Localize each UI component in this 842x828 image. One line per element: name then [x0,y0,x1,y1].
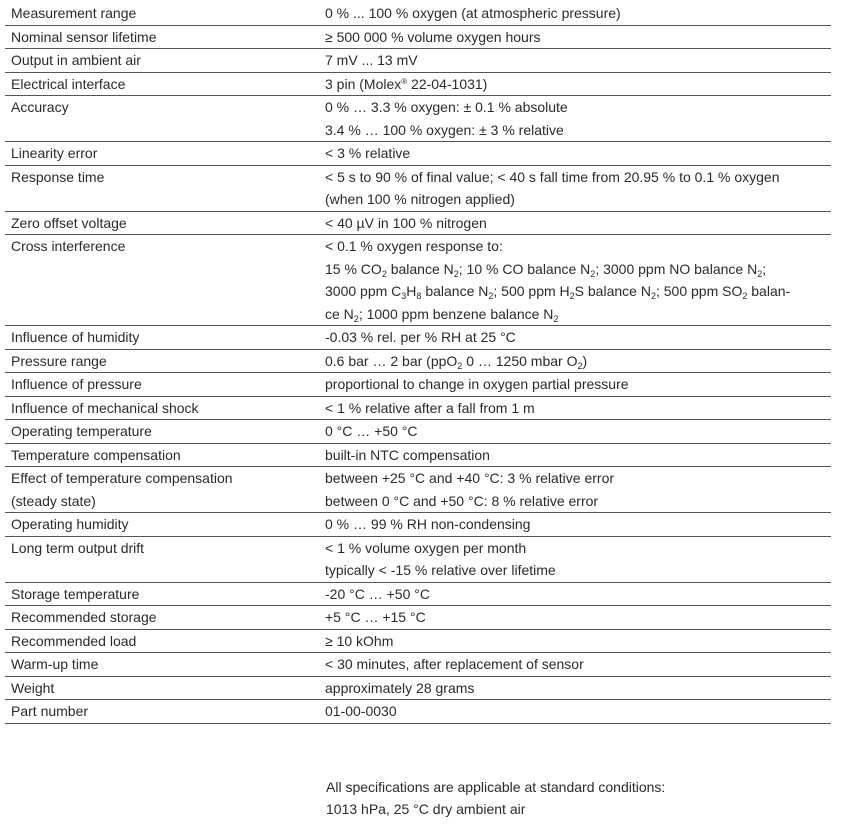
spec-value-line: 0 % ... 100 % oxygen (at atmospheric pressure) [325,5,621,21]
spec-label-line: Cross interference [11,238,126,254]
spec-row [5,166,831,212]
spec-row [5,583,831,607]
spec-label-line: Electrical interface [11,75,126,92]
spec-value-line: proportional to change in oxygen partial pressure [325,376,629,392]
spec-row [5,96,831,142]
spec-label [5,142,325,165]
spec-label [5,73,325,96]
spec-value-line: approximately 28 grams [325,679,475,696]
spec-label-line: Zero offset voltage [11,214,127,231]
spec-value [325,420,831,443]
spec-value [325,73,831,96]
spec-label [5,212,325,235]
spec-label [5,49,325,72]
spec-value-line: 0 % … 3.3 % oxygen: ± 0.1 % absolute [325,99,568,115]
spec-label-line: Effect of temperature compensation [11,470,233,486]
spec-label [5,96,325,141]
spec-value-line: between +25 °C and +40 °C: 3 % relative error [325,470,615,486]
spec-value-line: 15 % $CO_2$ balance $N_2$; 10 % CO balance $N_2$; 3000 ppm NO balance $N_2$; [325,260,767,279]
spec-value [325,212,831,235]
spec-row [5,700,831,724]
spec-label-line [11,188,325,211]
spec-row [5,537,831,583]
spec-value [325,350,831,373]
spec-row [5,467,831,513]
spec-label-line: (steady state) [11,492,96,509]
spec-label-line: Accuracy [11,99,69,115]
spec-label-line: Measurement range [11,5,137,21]
spec-value-line: 3.4 % … 100 % oxygen: ± 3 % relative [325,121,564,138]
spec-label-line: Operating temperature [11,423,152,439]
spec-label-line: Influence of pressure [11,376,142,392]
spec-row [5,142,831,166]
footnote [326,776,665,820]
spec-value [325,326,831,349]
spec-row [5,373,831,397]
spec-label-line: Temperature compensation [11,446,181,463]
spec-label-line: Pressure range [11,352,107,369]
spec-label-line [11,258,325,281]
spec-label-line [11,119,325,142]
spec-label-line: Recommended load [11,632,137,649]
spec-value-line: 0 % … 99 % RH non-condensing [325,516,531,532]
spec-value [325,537,831,582]
spec-label [5,373,325,396]
spec-value [325,166,831,211]
spec-value-line: 0.6 bar … 2 bar (ppO$_2$ 0 … 1250 mbar $O_2$) [325,352,588,371]
spec-row [5,397,831,421]
spec-label-line: Storage temperature [11,585,140,602]
spec-value-line: -0.03 % rel. per % RH at 25 °C [325,329,516,345]
spec-value [325,677,831,700]
spec-value-line: (when 100 % nitrogen applied) [325,191,515,207]
spec-table [5,2,831,724]
spec-row [5,212,831,236]
spec-value-line: ce $N_2$; 1000 ppm benzene balance $N_2$ [325,305,559,324]
footnote-line-2: 1013 hPa, 25 °C dry ambient air [326,801,526,817]
spec-value [325,513,831,536]
spec-label-line: Long term output drift [11,539,145,556]
spec-label-line: Response time [11,168,105,185]
spec-value-line: +5 °C … +15 °C [325,609,426,625]
spec-value-line: 01-00-0030 [325,703,397,719]
spec-row [5,677,831,701]
spec-row [5,73,831,97]
spec-row [5,49,831,73]
spec-value [325,49,831,72]
spec-row [5,326,831,350]
spec-label-line: Nominal sensor lifetime [11,28,157,45]
spec-label-line [11,303,325,326]
spec-label [5,606,325,629]
spec-value-line: ≥ 10 kOhm [325,632,394,649]
spec-label [5,350,325,373]
spec-value-line: typically < -15 % relative over lifetime [325,562,556,578]
spec-value-line: 7 mV ... 13 mV [325,52,418,68]
spec-value-line: < 5 s to 90 % of final value; < 40 s fall time from 20.95 % to 0.1 % oxygen [325,168,780,185]
spec-label [5,677,325,700]
spec-label-line: Operating humidity [11,516,129,532]
spec-label [5,326,325,349]
spec-value [325,96,831,141]
spec-value-line: < 1 % relative after a fall from 1 m [325,399,535,416]
spec-value [325,397,831,420]
spec-value-line: 3 pin (Molex® 22-04-1031) [325,75,488,92]
spec-row [5,26,831,50]
spec-value [325,700,831,723]
spec-label-line: Linearity error [11,145,98,161]
spec-row [5,513,831,537]
spec-value [325,373,831,396]
spec-value [325,142,831,165]
spec-value [325,467,831,512]
spec-label [5,700,325,723]
spec-label [5,583,325,606]
spec-label-line: Part number [11,703,89,719]
spec-label-line: Output in ambient air [11,52,141,68]
spec-row [5,606,831,630]
spec-label [5,467,325,512]
spec-row [5,350,831,374]
spec-value-line: built-in NTC compensation [325,446,490,463]
spec-value-line: 3000 ppm $C_3H_8$ balance $N_2$; 500 ppm $H_2S$ balance $N_2$; 500 ppm $SO_2$ balan- [325,283,791,301]
spec-value [325,653,831,676]
spec-label [5,2,325,25]
spec-label [5,397,325,420]
spec-value-line: < 30 minutes, after replacement of sensor [325,656,584,672]
spec-value [325,630,831,653]
spec-value [325,2,831,25]
spec-value-line: < 1 % volume oxygen per month [325,539,527,556]
spec-value [325,26,831,49]
spec-value-line: 0 °C … +50 °C [325,423,418,439]
spec-label-line: Weight [11,679,55,696]
footnote-line-1: All specifications are applicable at standard conditions: [326,779,666,795]
spec-label [5,513,325,536]
spec-row [5,420,831,444]
spec-label-line: Influence of humidity [11,329,140,345]
spec-row [5,444,831,468]
spec-value-line: -20 °C … +50 °C [325,585,430,602]
spec-row [5,653,831,677]
spec-value-line: < 40 µV in 100 % nitrogen [325,214,487,231]
spec-label-line: Recommended storage [11,609,157,625]
spec-value [325,444,831,467]
spec-value-line: between 0 °C and +50 °C: 8 % relative error [325,492,599,509]
spec-label [5,166,325,211]
spec-label-line: Warm-up time [11,656,99,672]
spec-value-line: ≥ 500 000 % volume oxygen hours [325,28,541,45]
spec-row [5,235,831,326]
spec-value-line: < 3 % relative [325,145,411,161]
spec-value [325,606,831,629]
spec-label [5,235,325,325]
spec-value [325,583,831,606]
spec-label [5,630,325,653]
spec-label-line: Influence of mechanical shock [11,399,199,416]
spec-label [5,653,325,676]
spec-label-line [11,280,325,303]
spec-value-line: < 0.1 % oxygen response to: [325,238,503,254]
spec-label-line [11,559,325,582]
spec-row [5,630,831,654]
spec-value [325,235,831,325]
spec-row [5,2,831,26]
spec-label [5,444,325,467]
spec-label [5,420,325,443]
spec-label [5,537,325,582]
spec-label [5,26,325,49]
